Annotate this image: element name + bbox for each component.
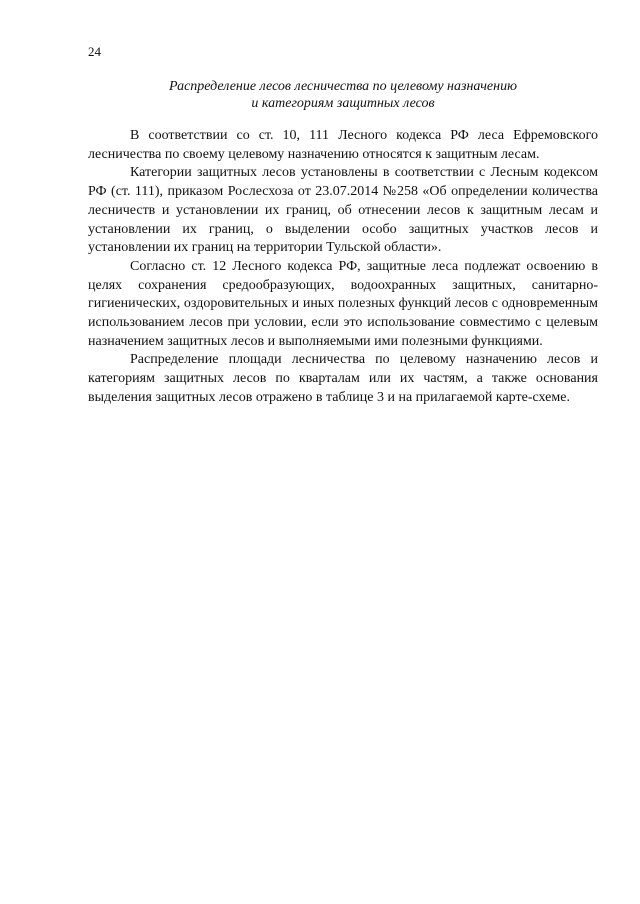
paragraph-protective-forests: Согласно ст. 12 Лесного кодекса РФ, защитные леса подлежат освоению в целях сохранения средообразующих, водоохранных защитных, санитарно-гигиенических, оздоровительных и иных полезных функций лесов с одновременным использованием лесов при условии, если это использование совместимо с целевым назначением защитных лесов и выполняемыми ими полезными функциями. [88, 258, 598, 349]
paragraph-categories: Категории защитных лесов установлены в соответствии с Лесным кодексом РФ (ст. 111), приказом Рослесхоза от 23.07.2014 №258 «Об определении количества лесничеств и установлении их границ, об отнесении лесов к защитным лесам и установлении их границ, о выделении особо защитных участков лесов и установлении их границ на территории Тульской области». [88, 165, 598, 256]
section-heading-line-1: Распределение лесов лесничества по целевому назначению [169, 79, 517, 94]
paragraph-distribution: Распределение площади лесничества по целевому назначению лесов и категориям защитных лесов по кварталам или их частям, а также основания выделения защитных лесов отражено в таблице 3 и на прилагаемой карте-схеме. [88, 352, 598, 405]
page-number: 24 [88, 44, 101, 59]
paragraph-purpose: В соответствии со ст. 10, 111 Лесного кодекса РФ леса Ефремовского лесничества по своему целевому назначению относятся к защитным лесам. [88, 128, 598, 162]
section-heading-line-2: и категориям защитных лесов [251, 96, 435, 111]
section-heading [88, 78, 598, 112]
body-text [88, 127, 598, 408]
